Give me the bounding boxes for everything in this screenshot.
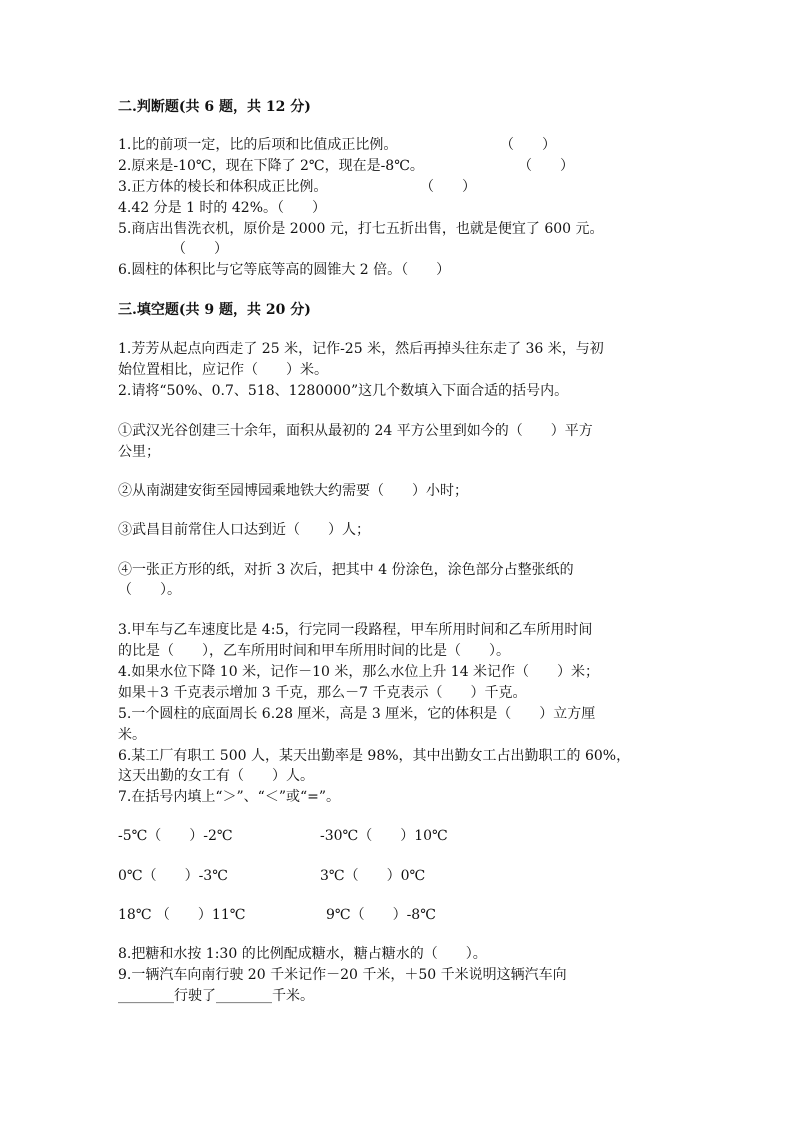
judge-q6: 6.圆柱的体积比与它等底等高的圆锥大 2 倍。（ ） bbox=[118, 262, 451, 278]
judge-q3-blank[interactable]: （ ） bbox=[420, 179, 476, 195]
fill-q4-line1: 4.如果水位下降 10 米，记作－10 米，那么水位上升 14 米记作（ ）米； bbox=[118, 664, 600, 680]
section-2-heading: 二.判断题(共 6 题，共 12 分) bbox=[118, 99, 311, 115]
fill-q9-line1: 9.一辆汽车向南行驶 20 千米记作－20 千米，＋50 千米说明这辆汽车向 bbox=[118, 967, 567, 983]
fill-q3-line2: 的比是（ ），乙车所用时间和甲车所用时间的比是（ ）。 bbox=[118, 643, 510, 659]
judge-q4: 4.42 分是 1 时的 42%。（ ） bbox=[118, 200, 326, 216]
fill-q5-line2: 米。 bbox=[118, 727, 146, 743]
fill-q7-row1-right: -30℃（ ）10℃ bbox=[320, 828, 448, 844]
fill-q5-line1: 5.一个圆柱的底面周长 6.28 厘米，高是 3 厘米，它的体积是（ ）立方厘 bbox=[118, 706, 596, 722]
fill-q2-c: ③武昌目前常住人口达到近（ ）人； bbox=[118, 522, 370, 538]
fill-q2-d-line2: （ ）。 bbox=[118, 582, 181, 598]
fill-q2-a-line1: ①武汉光谷创建三十余年，面积从最初的 24 平方公里到如今的（ ）平方 bbox=[118, 423, 593, 439]
fill-q7: 7.在括号内填上“＞”、“＜”或“=”。 bbox=[118, 789, 341, 805]
fill-q4-line2: 如果＋3 千克表示增加 3 千克，那么－7 千克表示（ ）千克。 bbox=[118, 685, 527, 701]
fill-q1-line1: 1.芳芳从起点向西走了 25 米，记作-25 米，然后再掉头往东走了 36 米，与初 bbox=[118, 341, 604, 357]
fill-q3-line1: 3.甲车与乙车速度比是 4:5，行完同一段路程，甲车所用时间和乙车所用时间 bbox=[118, 622, 593, 638]
judge-q5: 5.商店出售洗衣机，原价是 2000 元，打七五折出售，也就是便宜了 600 元。 bbox=[118, 221, 604, 237]
fill-q8: 8.把糖和水按 1:30 的比例配成糖水，糖占糖水的（ ）。 bbox=[118, 946, 487, 962]
fill-q7-row3-left: 18℃ （ ）11℃ bbox=[118, 907, 246, 923]
fill-q2-a-line2: 公里； bbox=[118, 444, 160, 460]
judge-q3: 3.正方体的棱长和体积成正比例。 bbox=[118, 179, 328, 195]
judge-q2: 2.原来是-10℃，现在下降了 2℃，现在是-8℃。 bbox=[118, 158, 424, 174]
fill-q9-line2: ________行驶了________千米。 bbox=[118, 988, 314, 1004]
section-3-heading: 三.填空题(共 9 题，共 20 分) bbox=[118, 302, 311, 318]
fill-q7-row2-right: 3℃（ ）0℃ bbox=[320, 868, 426, 884]
fill-q6-line2: 这天出勤的女工有（ ）人。 bbox=[118, 768, 314, 784]
judge-q1: 1.比的前项一定，比的后项和比值成正比例。 bbox=[118, 137, 398, 153]
judge-q1-blank[interactable]: （ ） bbox=[500, 137, 556, 153]
fill-q2-d-line1: ④一张正方形的纸，对折 3 次后，把其中 4 份涂色，涂色部分占整张纸的 bbox=[118, 562, 574, 578]
fill-q7-row3-right: 9℃（ ）-8℃ bbox=[326, 907, 436, 923]
judge-q2-blank[interactable]: （ ） bbox=[518, 158, 574, 174]
judge-q5-blank[interactable]: （ ） bbox=[172, 241, 228, 257]
fill-q2-line1: 2.请将“50%、0.7、518、1280000”这几个数填入下面合适的括号内。 bbox=[118, 383, 569, 399]
fill-q7-row1-left: -5℃（ ）-2℃ bbox=[118, 828, 233, 844]
fill-q2-b: ②从南湖建安街至园博园乘地铁大约需要（ ）小时； bbox=[118, 483, 468, 499]
fill-q6-line1: 6.某工厂有职工 500 人，某天出勤率是 98%，其中出勤女工占出勤职工的 60%， bbox=[118, 748, 631, 764]
fill-q7-row2-left: 0℃（ ）-3℃ bbox=[118, 868, 228, 884]
fill-q1-line2: 始位置相比，应记作（ ）米。 bbox=[118, 362, 328, 378]
